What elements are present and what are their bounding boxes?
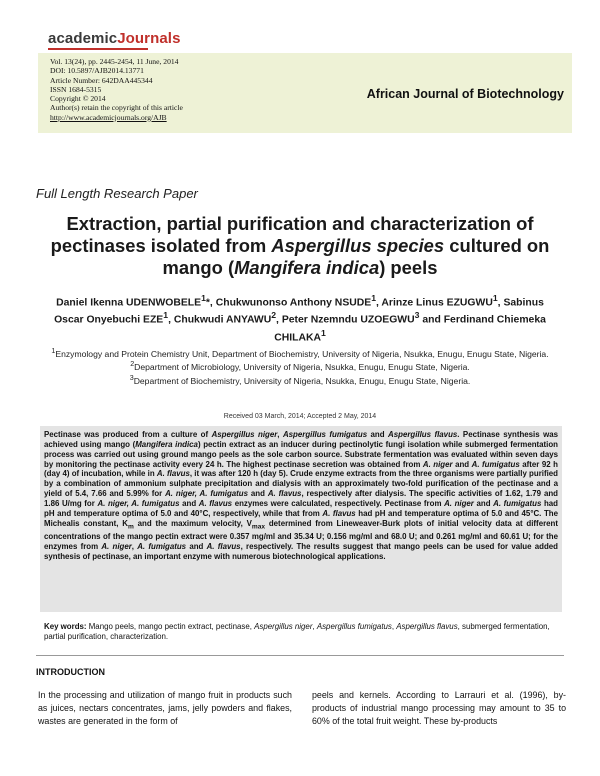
keywords-run: , submerged fermentation, partial purification, characterization. xyxy=(44,622,550,641)
meta-rights: Author(s) retain the copyright of this article xyxy=(50,103,183,113)
meta-copyright: Copyright © 2014 xyxy=(50,94,106,104)
keywords-run: Aspergillus flavus xyxy=(396,622,458,631)
abstract-run: A. fumigatus xyxy=(471,459,520,469)
author-name: Chukwunonso Anthony NSUDE xyxy=(215,297,372,309)
publisher-logo xyxy=(48,30,181,47)
keywords-run: Aspergillus fumigatus xyxy=(316,622,392,631)
abstract-run: A. niger xyxy=(101,541,132,551)
abstract-run: A. niger, A. fumigatus xyxy=(97,498,180,508)
logo-text-academic: academic xyxy=(48,30,118,47)
intro-left-column: In the processing and utilization of mango fruit in products such as juices, nectars concentrates, jams, jelly powders and flakes, wastes are generated in the form of xyxy=(38,690,292,726)
abstract-run: Aspergillus niger xyxy=(211,430,278,439)
keywords-label: Key words: xyxy=(44,622,87,631)
abstract-run: had pH and temperature optima of 5.0 and 45°C. The Michealis constant, K xyxy=(44,508,558,528)
author-sup: 1 xyxy=(201,293,206,303)
keywords-run: Mango peels, mango pectin extract, pectinase, xyxy=(86,622,255,631)
title-text: ) peels xyxy=(379,257,438,278)
author-sup: 2 xyxy=(271,310,277,321)
abstract-subscript: max xyxy=(251,523,266,531)
journal-url-link[interactable]: http://www.academicjournals.org/AJB xyxy=(50,112,167,122)
intro-right-column: peels and kernels. According to Larrauri et al. (1996), by-products of industrial mango processing may amount to 35 to 60% of the total fruit weight. These by-products xyxy=(312,690,566,726)
abstract-run: and xyxy=(452,459,472,469)
author-sup: 1 xyxy=(371,293,377,303)
author-name: Arinze Linus EZUGWU xyxy=(381,297,493,309)
meta-article-number: Article Number: 642DAA445344 xyxy=(50,75,153,85)
abstract-run: and xyxy=(186,541,207,551)
title-text: Aspergillus species xyxy=(271,235,445,256)
author-sep: , xyxy=(276,314,282,326)
author-name: Ferdinand Chiemeka CHILAKA xyxy=(274,314,546,344)
paper-type-label: Full Length Research Paper xyxy=(36,186,198,201)
author-sep: , xyxy=(168,314,174,326)
affiliation-sup: 3 xyxy=(129,373,134,382)
abstract-subscript: m xyxy=(127,523,134,531)
author-sup: 1 xyxy=(492,293,498,303)
author-sup: 1 xyxy=(163,310,169,321)
abstract-run: and xyxy=(473,498,494,508)
abstract-run: , it was after 120 h (day 5). Crude enzyme extracts from the three organisms were partially purified by a combination of ammonium sulphate precipitation and dialysis with an approximately two-fold purification of the pectinase and a yield of 5.4, 7.66 and 5.99% for xyxy=(44,469,558,499)
article-metadata xyxy=(50,57,183,122)
abstract-text xyxy=(44,430,558,562)
affiliation-2 xyxy=(40,359,560,372)
abstract-run: Mangifera indica xyxy=(135,439,198,449)
affiliation-text: Department of Biochemistry, University of Nigeria, Nsukka, Enugu, Enugu State, Nigeria. xyxy=(133,375,471,386)
meta-doi: DOI: 10.5897/AJB2014.13771 xyxy=(50,66,144,76)
author-sep: *, xyxy=(205,297,216,309)
affiliation-text: Department of Microbiology, University of Nigeria, Nsukka, Enugu, Enugu State, Nigeria. xyxy=(134,362,470,373)
author-sep: , xyxy=(497,297,504,309)
affiliations xyxy=(40,346,560,386)
author-name: Chukwudi ANYAWU xyxy=(173,314,272,326)
introduction-heading: INTRODUCTION xyxy=(36,667,105,677)
abstract-run: A. fumigatus xyxy=(137,541,187,551)
abstract-run: ) pectin extract as an inducer during pectinolytic fungi isolation while submerged fermentation process was carried out using ground mango peels as the sole carbon source. Substrate fermentation was evaluated within seven days by monitoring the pectinase activity every 24 h. The highest pectinase secretion was obtained from xyxy=(44,439,559,469)
affiliation-sup: 2 xyxy=(130,360,135,369)
abstract-run: A. flavus xyxy=(206,541,241,551)
author-list xyxy=(40,292,560,344)
abstract-run: after 92 h (day 4) of incubation, while in xyxy=(44,459,558,479)
abstract-run: . Pectinase synthesis was achieved using mango ( xyxy=(44,430,558,449)
affiliation-3 xyxy=(40,373,560,386)
affiliation-1 xyxy=(40,346,560,359)
title-text: cultured on mango ( xyxy=(162,235,550,278)
title-text: Mangifera indica xyxy=(234,257,380,278)
abstract-run: Pectinase was produced from a culture of xyxy=(44,430,212,439)
abstract-run: A. fumigatus xyxy=(493,498,542,508)
abstract-run: and xyxy=(248,489,268,499)
abstract-run: , xyxy=(131,541,138,551)
abstract-run: determined from Lineweaver-Burk plots of initial velocity data at different concentrations of the mango pectin extract were 0.357 mg/ml and 35.34 U; 0.156 mg/ml and 68.0 U; and 0.261 mg/ml and 60.61 U; for the enzymes from xyxy=(44,518,558,551)
abstract-run: A. niger xyxy=(422,459,453,469)
abstract-run: had pH and temperature optima of 5.0 and 40°C, respectively, while that from xyxy=(44,498,558,518)
keywords-run: Aspergillus niger xyxy=(254,622,313,631)
abstract-run: , respectively. The results suggest that mango peels can be used for value added synthesis of pectinase, an important enzyme with numerous biotechnological applications. xyxy=(44,541,558,561)
author-name: Sabinus Oscar Onyebuchi EZE xyxy=(54,297,544,326)
author-name: Peter Nzemndu UZOEGWU xyxy=(281,314,415,326)
abstract-run: A. flavus xyxy=(322,508,356,518)
author-sep: and xyxy=(419,314,444,326)
keywords-run: , xyxy=(312,622,317,631)
abstract-run: A. niger xyxy=(444,498,474,508)
affiliation-text: Enzymology and Protein Chemistry Unit, Department of Biochemistry, University of Nigeria, Nsukka, Enugu, Enugu State, Nigeria. xyxy=(55,348,549,359)
meta-volume: Vol. 13(24), pp. 2445-2454, 11 June, 2014 xyxy=(50,57,179,66)
logo-underline xyxy=(48,48,148,50)
abstract-run: Aspergillus flavus xyxy=(388,430,458,439)
keywords xyxy=(44,622,558,642)
received-date: Received 03 March, 2014; Accepted 2 May, 2014 xyxy=(223,413,377,420)
keywords-run: , xyxy=(391,622,397,631)
logo-text-journals: Journals xyxy=(117,30,181,47)
abstract-run: and xyxy=(367,430,389,439)
abstract-run: A. flavus xyxy=(267,489,302,499)
affiliation-sup: 1 xyxy=(51,347,56,355)
author-sup: 3 xyxy=(414,310,420,321)
abstract-run: , respectively after dialysis. The specific activities of 1.62, 1.79 and 1.86 U/mg for xyxy=(44,489,558,508)
journal-name: African Journal of Biotechnology xyxy=(366,87,564,101)
title-text: Extraction, partial purification and characterization of pectinases isolated from xyxy=(50,213,534,256)
author-sep: , xyxy=(376,297,382,309)
abstract-run: and xyxy=(179,498,199,508)
meta-issn: ISSN 1684-5315 xyxy=(50,84,102,94)
abstract-run: , xyxy=(277,430,283,439)
abstract-run: Aspergillus fumigatus xyxy=(282,430,368,439)
section-divider xyxy=(36,655,564,656)
paper-title xyxy=(40,213,560,279)
author-name: Daniel Ikenna UDENWOBELE xyxy=(56,297,202,309)
abstract-run: A. niger, A. fumigatus xyxy=(165,489,249,499)
author-sup: 1 xyxy=(320,327,326,338)
abstract-run: enzymes were calculated, respectively. Pectinase from xyxy=(232,498,445,508)
abstract-run: and the maximum velocity, V xyxy=(133,518,252,528)
abstract-run: A. flavus xyxy=(156,469,190,479)
abstract-run: A. flavus xyxy=(198,498,233,508)
